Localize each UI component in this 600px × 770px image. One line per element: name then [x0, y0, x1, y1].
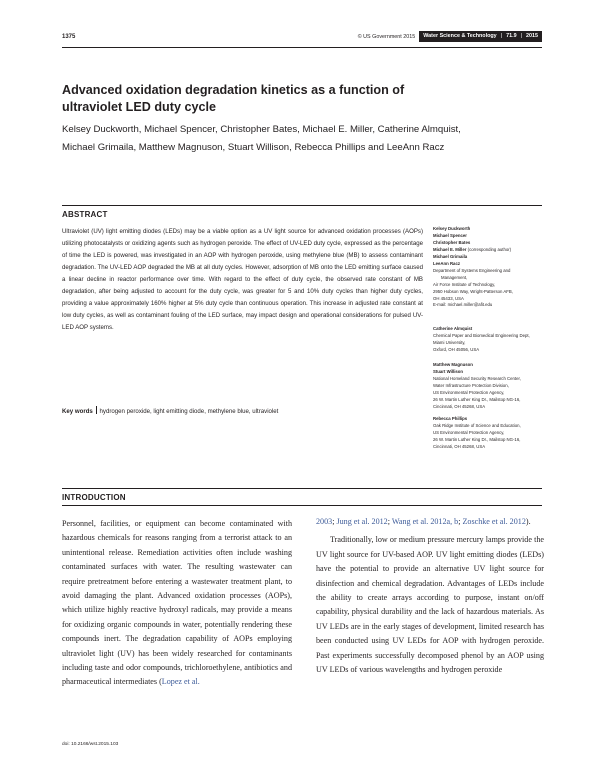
citation-separator: ;: [458, 517, 463, 526]
affiliation-line: Management,: [441, 274, 468, 280]
affiliation-line: 2950 Hobson Way, Wright-Patterson AFB,: [433, 288, 513, 294]
affiliation-author: Kelsey Duckworth: [433, 226, 471, 231]
affiliation-line: Oxford, OH 45056, USA: [433, 346, 480, 352]
citation-continuation: [316, 515, 544, 529]
introduction-rule-bottom: [62, 505, 542, 506]
citation-end: ).: [525, 517, 531, 526]
citation-separator: ;: [332, 517, 337, 526]
affiliation-author: Christopher Bates: [433, 239, 471, 245]
affiliation-line: Department of Systems Engineering and: [433, 267, 511, 273]
affiliation-line: Cincinnati, OH 45268, USA: [433, 443, 486, 449]
journal-name: Water Science & Technology: [419, 31, 500, 42]
affiliation-line: Air Force Institute of Technology,: [433, 281, 496, 287]
affiliation-author: Catherine Almquist: [433, 326, 473, 331]
author-list: Kelsey Duckworth, Michael Spencer, Christopher Bates, Michael E. Miller, Catherine Almquist, Michael Grimaila, Matthew Magnuson, Stuart Willison, Rebecca Phillips and LeeAnn Racz: [62, 124, 461, 153]
introduction-rule-top: [62, 488, 542, 489]
affiliation-line: OH 45433, USA: [433, 295, 464, 301]
keywords-list: hydrogen peroxide, light emitting diode, methylene blue, ultraviolet: [99, 408, 279, 415]
affiliation-line: Oak Ridge Institute of Science and Education,: [433, 422, 521, 428]
volume-issue: 71.9: [502, 31, 521, 42]
citation-link[interactable]: Wang et al. 2012a, b: [391, 517, 459, 526]
introduction-paragraph: Traditionally, low or medium pressure mercury lamps provide the UV light source for UV-based AOP. UV light emitting diodes (LEDs) have the potential to provide an alternative UV light source for disinfection and chemical degradation. Advantages of LEDs include the ability to create arrays according to purpose, instant on/off capability, physical durability and the lack of hazardous materials. As UV LEDs are in the early stages of development, limited research has been conducted using UV LEDs for AOP with hydrogen peroxide. Past experiments successfully decomposed phenol by an AOP using UV LEDs of various wavelengths and hydrogen peroxide: [316, 535, 544, 675]
affiliation-line: Chemical Paper and Biomedical Engineering Dept,: [433, 332, 530, 338]
affiliation-line: Miami University,: [433, 339, 466, 345]
introduction-paragraph: Personnel, facilities, or equipment can become contaminated with hazardous chemicals for reasons ranging from a terrorist attack to an unintentional release. Remediation activities often include washing contaminated surfaces with water. The resulting wastewater can require pretreatment before entering a wastewater treatment plant, to avoid damaging the plant. Advanced oxidation processes (AOPs), which utilize highly reactive hydroxyl radicals, may provide a means for oxidizing organic compounds in water, potentially rendering these compounds inert. The degradation capability of AOPs employing ultraviolet light (UV) has been widely researched for contaminants including taste and odor compounds, trichloroethylene, antibiotics and pharmaceutical intermediates (: [62, 519, 292, 687]
copyright-notice: © US Government 2015: [357, 33, 416, 40]
affiliation-line: National Homeland Security Research Center,: [433, 375, 521, 381]
header-rule: [62, 47, 542, 48]
abstract-rule: [62, 205, 542, 206]
corresponding-author: [433, 247, 551, 254]
corresponding-note: (corresponding author): [467, 246, 512, 252]
affiliation-author: Michael Grimaila: [433, 253, 468, 259]
affiliation-email[interactable]: E-mail: michael.miller@afit.edu: [433, 302, 493, 308]
citation-link[interactable]: Jung et al. 2012: [336, 517, 388, 526]
citation-separator: ;: [387, 517, 392, 526]
affiliation-group-3: [433, 362, 551, 411]
abstract-text: Ultraviolet (UV) light emitting diodes (LEDs) may be a viable option as a UV light source for advanced oxidation processes (AOPs) utilizing photocatalysts or oxidizing agents such as hydrogen peroxide. The effect of UV-LED duty cycle, expressed as the percentage of time the LED is powered, was investigated in an AOP with hydrogen peroxide, using methylene blue (MB) to assess contaminant degradation. The UV-LED AOP degraded the MB at all duty cycles. However, adsorption of MB onto the LED emitting surface caused a linear decline in reactor performance over time. With regard to the effect of duty cycle, the observed rate constant of MB degradation, after being adjusted to account for the duty cycle, was greater for 5 and 10% duty cycles than higher duty cycles, providing a value approximately 160% higher at 5% duty cycle than continuous operation. This increase in adjusted rate constant at low duty cycles, as well as contaminant fouling of the LED surface, may impact design and operational considerations for pulsed UV-LED AOP systems.: [62, 228, 423, 331]
keywords-divider: [96, 406, 97, 414]
affiliation-author: Michael E. Miller: [433, 246, 467, 252]
affiliation-line: 26 W. Martin Luther King Dr., Mailstop NG-16,: [433, 396, 521, 402]
affiliation-author: Stuart Willison: [433, 368, 464, 374]
paper-title: Advanced oxidation degradation kinetics as a function of ultraviolet LED duty cycle: [62, 83, 405, 114]
running-header: [358, 31, 542, 42]
citation-link[interactable]: Lopez et al.: [161, 677, 200, 687]
affiliation-line: Cincinnati, OH 45268, USA: [433, 403, 486, 409]
affiliation-author: LeeAnn Racz: [433, 260, 460, 266]
introduction-heading: INTRODUCTION: [62, 493, 126, 502]
affiliation-author: Michael Spencer: [433, 232, 467, 238]
doi[interactable]: doi: 10.2166/wst.2015.103: [62, 742, 119, 747]
affiliation-author: Matthew Magnuson: [433, 362, 473, 367]
affiliation-line: US Environmental Protection Agency,: [433, 429, 505, 435]
keywords: [62, 406, 423, 416]
keywords-label: Key words: [62, 408, 93, 415]
affiliation-line: Water Infrastructure Protection Division,: [433, 382, 509, 388]
introduction-column-right: [316, 515, 544, 677]
affiliation-author: Rebecca Phillips: [433, 416, 468, 421]
affiliation-line: US Environmental Protection Agency,: [433, 389, 505, 395]
abstract-heading: ABSTRACT: [62, 210, 108, 219]
affiliation-group-1: [433, 226, 551, 309]
affiliation-group-2: [433, 326, 551, 354]
affiliation-line: 26 W. Martin Luther King Dr., Mailstop NG-16,: [433, 436, 521, 442]
journal-year: 2015: [522, 31, 542, 42]
citation-link[interactable]: Zoschke et al. 2012: [462, 517, 526, 526]
page-number: 1375: [62, 34, 76, 40]
introduction-column-left: [62, 517, 292, 690]
citation-link[interactable]: 2003: [316, 517, 333, 526]
affiliation-group-4: [433, 416, 551, 451]
